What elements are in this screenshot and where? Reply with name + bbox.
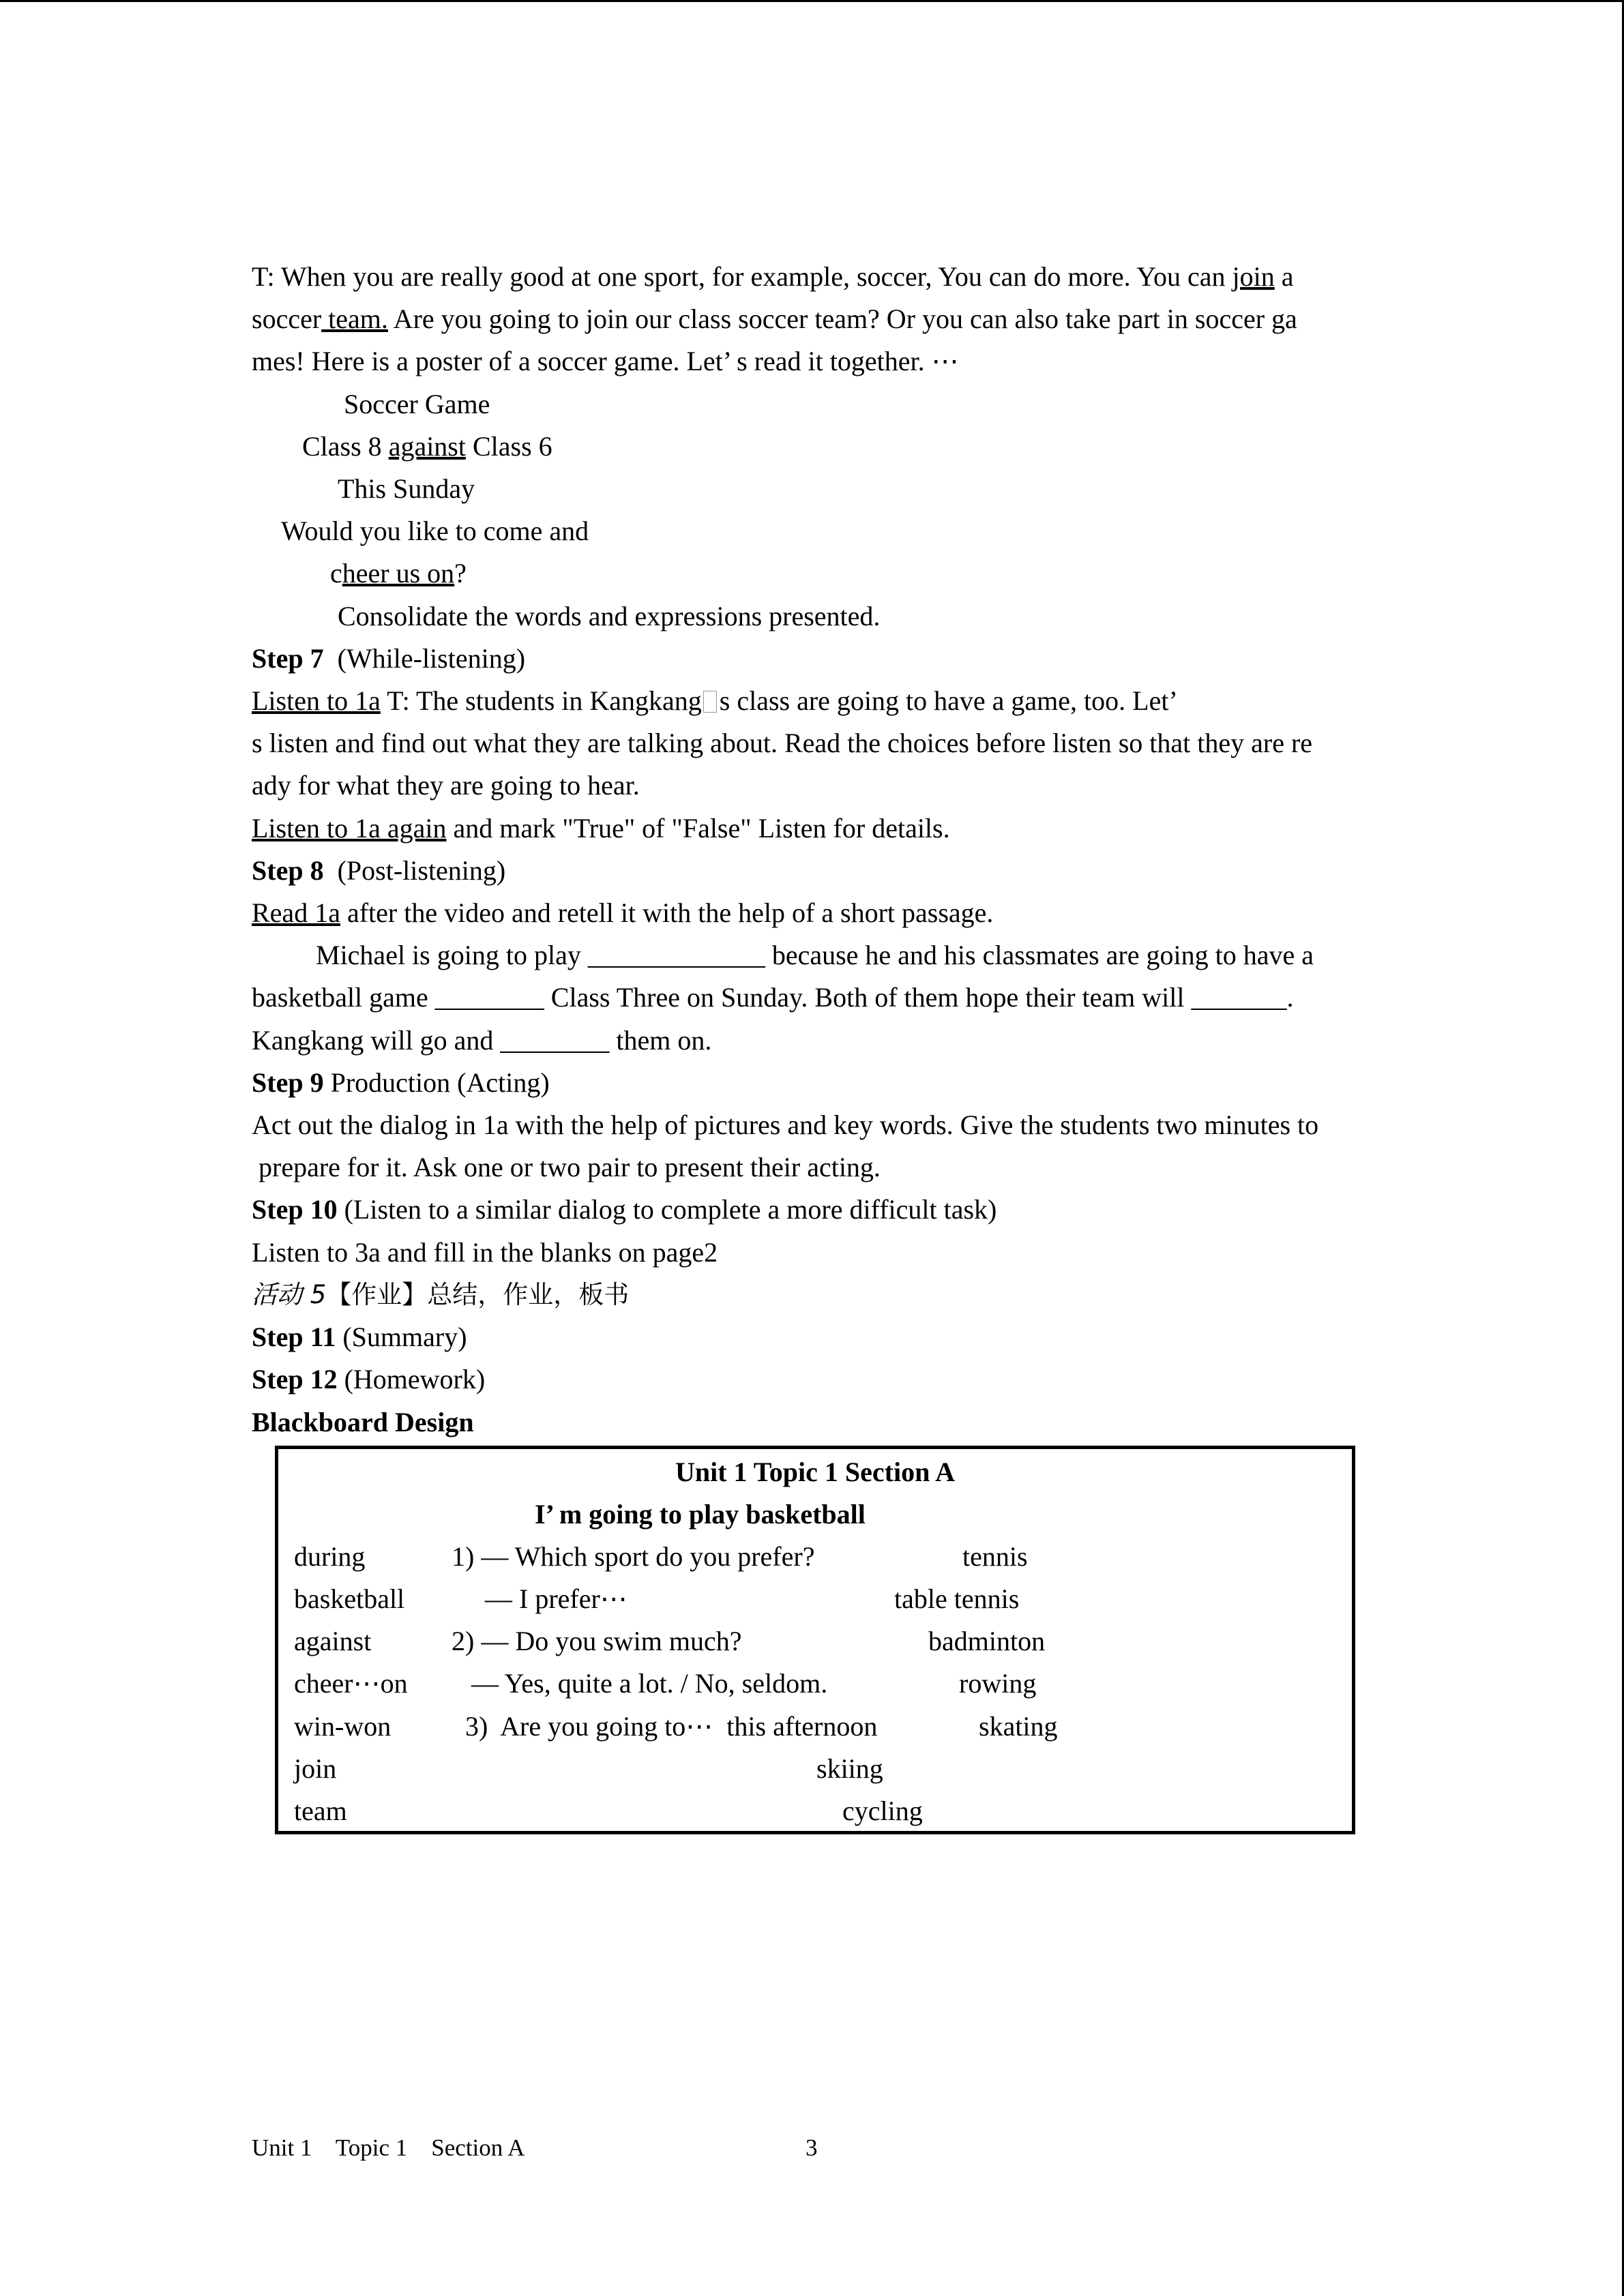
poster-when: This Sunday — [338, 473, 475, 504]
text: a — [1274, 261, 1294, 292]
board-title: Unit 1 Topic 1 Section A — [675, 1457, 956, 1487]
step-label: Step 8 — [252, 855, 324, 886]
board-dialog-line: 1) — Which sport do you prefer? — [452, 1541, 815, 1572]
board-word: team — [294, 1795, 347, 1826]
step7-line-3: ady for what they are going to hear. — [252, 770, 640, 801]
board-word: cheer⋯on — [294, 1668, 408, 1699]
board-sport: skating — [979, 1711, 1058, 1742]
step7-line-4 — [252, 812, 950, 845]
board-sport: tennis — [962, 1541, 1028, 1572]
page-number: 3 — [806, 2134, 818, 2161]
underlined-word: join — [1232, 261, 1275, 292]
poster-title: Soccer Game — [344, 389, 490, 419]
text: T: When you are really good at one sport, for example, soccer, You can do more. You can — [252, 261, 1232, 292]
underlined-phrase: Read 1a — [252, 897, 340, 928]
blackboard-heading: Blackboard Design — [252, 1407, 474, 1437]
text: Are you going to join our class soccer team? Or you can also take part in soccer ga — [387, 303, 1297, 334]
step9-line-1: Act out the dialog in 1a with the help of pictures and key words. Give the students two minutes to — [252, 1109, 1319, 1140]
poster-cheer — [330, 557, 467, 590]
activity-text: 【作业】总结，作业，板书 — [326, 1280, 630, 1309]
board-dialog-line: 3) Are you going to⋯ this afternoon — [465, 1711, 878, 1742]
teacher-talk-line-1 — [252, 260, 1294, 293]
step-title: (Post-listening) — [323, 855, 506, 886]
text: soccer — [252, 303, 322, 334]
text: and mark "True" of "False" Listen for details. — [446, 813, 950, 844]
step-title: Production (Acting) — [323, 1067, 550, 1098]
step-label: Step 10 — [252, 1194, 338, 1225]
board-sport: badminton — [928, 1626, 1046, 1656]
board-sport: cycling — [842, 1795, 923, 1826]
board-word: win-won — [294, 1711, 392, 1742]
step-title: (Listen to a similar dialog to complete a more difficult task) — [337, 1194, 997, 1225]
step12-heading — [252, 1363, 485, 1396]
step11-heading — [252, 1321, 467, 1354]
underlined-word: against — [388, 431, 466, 462]
board-word: during — [294, 1541, 366, 1572]
activity-label: 活动 5 — [252, 1280, 327, 1309]
poster-match — [302, 430, 552, 463]
step9-heading — [252, 1067, 550, 1099]
step-label: Step 11 — [252, 1322, 336, 1352]
step7-heading — [252, 642, 525, 675]
board-dialog-line: — Yes, quite a lot. / No, seldom. — [471, 1668, 828, 1699]
text: ? — [454, 558, 467, 588]
step8-heading — [252, 854, 505, 887]
step-label: Step 12 — [252, 1364, 338, 1395]
step8-passage-2: basketball game ________ Class Three on Sunday. Both of them hope their team will _______. — [252, 982, 1294, 1013]
board-dialog-line: — I prefer⋯ — [485, 1583, 628, 1614]
board-sport: rowing — [959, 1668, 1037, 1699]
text: c — [330, 558, 342, 588]
step-title: (Summary) — [336, 1322, 467, 1352]
underlined-phrase: Listen to 1a — [252, 685, 381, 716]
teacher-talk-line-2 — [252, 303, 1297, 336]
blackboard-design-box — [275, 1446, 1355, 1834]
board-word: basketball — [294, 1583, 405, 1614]
underlined-word: heer us on — [342, 558, 455, 588]
board-sport: table tennis — [894, 1583, 1020, 1614]
teacher-talk-line-3: mes! Here is a poster of a soccer game. Let’ s read it together. ⋯ — [252, 346, 959, 376]
activity5-line — [252, 1279, 629, 1311]
missing-glyph-box — [703, 691, 717, 713]
top-border-line — [0, 0, 1624, 2]
consolidate-text: Consolidate the words and expressions presented. — [338, 601, 881, 631]
text: s class are going to have a game, too. Let’ — [719, 685, 1178, 716]
poster-invite: Would you like to come and — [281, 516, 589, 546]
board-dialog-line: 2) — Do you swim much? — [452, 1626, 742, 1656]
step7-line-1 — [252, 685, 1178, 717]
text: Class 6 — [466, 431, 552, 462]
text: after the video and retell it with the help of a short passage. — [340, 897, 994, 928]
step10-heading — [252, 1193, 996, 1226]
step8-passage-1: Michael is going to play _____________ because he and his classmates are going to have a — [316, 940, 1314, 970]
step8-passage-3: Kangkang will go and ________ them on. — [252, 1025, 712, 1056]
step8-line-1 — [252, 897, 993, 929]
board-sport: skiing — [816, 1753, 883, 1784]
step-label: Step 7 — [252, 643, 324, 674]
board-word: against — [294, 1626, 372, 1656]
step-title: (While-listening) — [323, 643, 526, 674]
footer-left: Unit 1 Topic 1 Section A — [252, 2134, 525, 2161]
underlined-phrase: Listen to 1a again — [252, 813, 447, 844]
board-word: join — [294, 1753, 337, 1784]
board-subtitle: I’ m going to play basketball — [535, 1499, 866, 1530]
step7-line-2: s listen and find out what they are talking about. Read the choices before listen so that they are re — [252, 728, 1313, 758]
step10-line-1: Listen to 3a and fill in the blanks on page2 — [252, 1237, 718, 1268]
text: T: The students in Kangkang — [380, 685, 702, 716]
step9-line-2: prepare for it. Ask one or two pair to present their acting. — [252, 1152, 881, 1182]
text: Class 8 — [302, 431, 389, 462]
underlined-word: team. — [321, 303, 388, 334]
step-label: Step 9 — [252, 1067, 324, 1098]
step-title: (Homework) — [337, 1364, 486, 1395]
